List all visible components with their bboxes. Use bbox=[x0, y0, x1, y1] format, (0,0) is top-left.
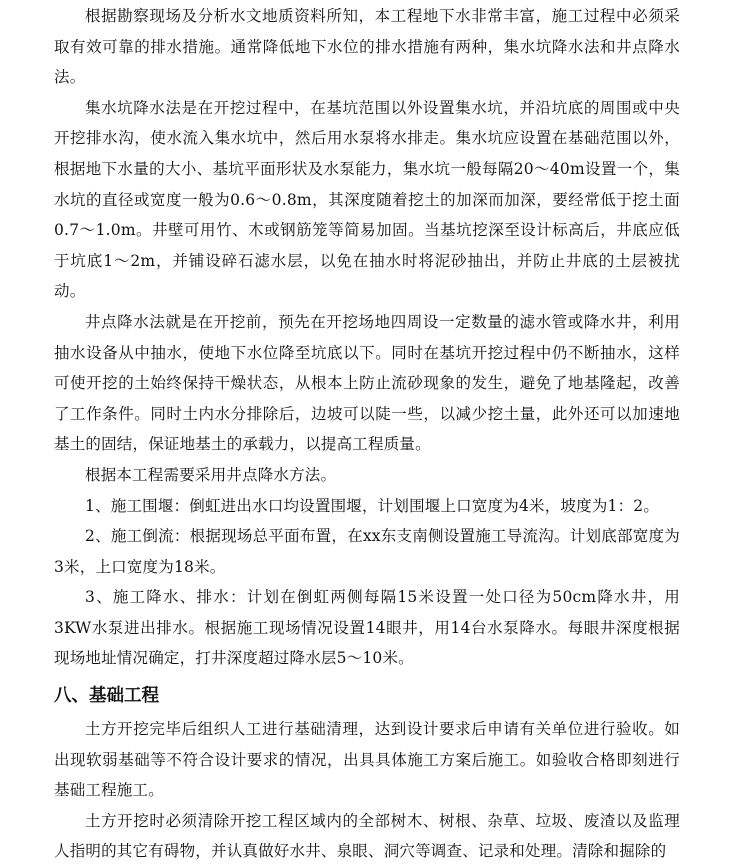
list-item-dewatering: 3、施工降水、排水：计划在倒虹两侧每隔15米设置一处口径为50cm降水井，用3KW水泵进出排水。根据施工现场情况设置14眼井，用14台水泵降水。每眼井深度根据现场地址情况确定，打井深度超过降水层5～10米。 bbox=[54, 588, 680, 668]
paragraph-site-clearing: 土方开挖时必须清除开挖工程区域内的全部树木、树根、杂草、垃圾、废渣以及监理人指明的其它有碍物，并认真做好水井、泉眼、洞穴等调查、记录和处理。清除和掘除的 bbox=[54, 811, 680, 861]
section-heading: 八、基础工程 bbox=[54, 686, 159, 707]
paragraph-wellpoint-method: 井点降水法就是在开挖前，预先在开挖场地四周设一定数量的滤水管或降水井，利用抽水设备从中抽水，使地下水位降至坑底以下。同时在基坑开挖过程中仍不断抽水，这样可使开挖的土始终保持干燥状态，从根本上防止流砂现象的发生，避免了地基隆起，改善了工作条件。同时土内水分排除后，边坡可以陡一些，以减少挖土量，此外还可以加速地基土的固结，保证地基土的承载力，以提高工程质量。 bbox=[54, 312, 680, 454]
paragraph-foundation-cleanup: 土方开挖完毕后组织人工进行基础清理，达到设计要求后申请有关单位进行验收。如出现软弱基础等不符合设计要求的情况，出具具体施工方案后施工。如验收合格即刻进行基础工程施工。 bbox=[54, 720, 680, 800]
list-item-cofferdam: 1、施工围堰：倒虹进出水口均设置围堰，计划围堰上口宽度为4米，坡度为1：2。 bbox=[85, 496, 660, 515]
paragraph-intro: 根据勘察现场及分析水文地质资料所知，本工程地下水非常丰富，施工过程中必须采取有效可靠的排水措施。通常降低地下水位的排水措施有两种，集水坑降水法和井点降水法。 bbox=[54, 7, 680, 87]
paragraph-method-choice: 根据本工程需要采用井点降水方法。 bbox=[85, 465, 337, 484]
paragraph-sump-method: 集水坑降水法是在开挖过程中，在基坑范围以外设置集水坑，并沿坑底的周围或中央开挖排水沟，使水流入集水坑中，然后用水泵将水排走。集水坑应设置在基础范围以外，根据地下水量的大小、基坑平面形状及水泵能力，集水坑一般每隔20～40m设置一个，集水坑的直径或宽度一般为0.6～0.8m，其深度随着挖土的加深而加深，要经常低于挖土面0.7～1.0m。井壁可用竹、木或钢筋笼等简易加固。当基坑挖深至设计标高后，井底应低于坑底1～2m，并铺设碎石滤水层，以免在抽水时将泥砂抽出，并防止井底的土层被扰动。 bbox=[54, 98, 680, 301]
list-item-diversion: 2、施工倒流：根据现场总平面布置，在xx东支南侧设置施工导流沟。计划底部宽度为3米，上口宽度为18米。 bbox=[54, 527, 680, 576]
